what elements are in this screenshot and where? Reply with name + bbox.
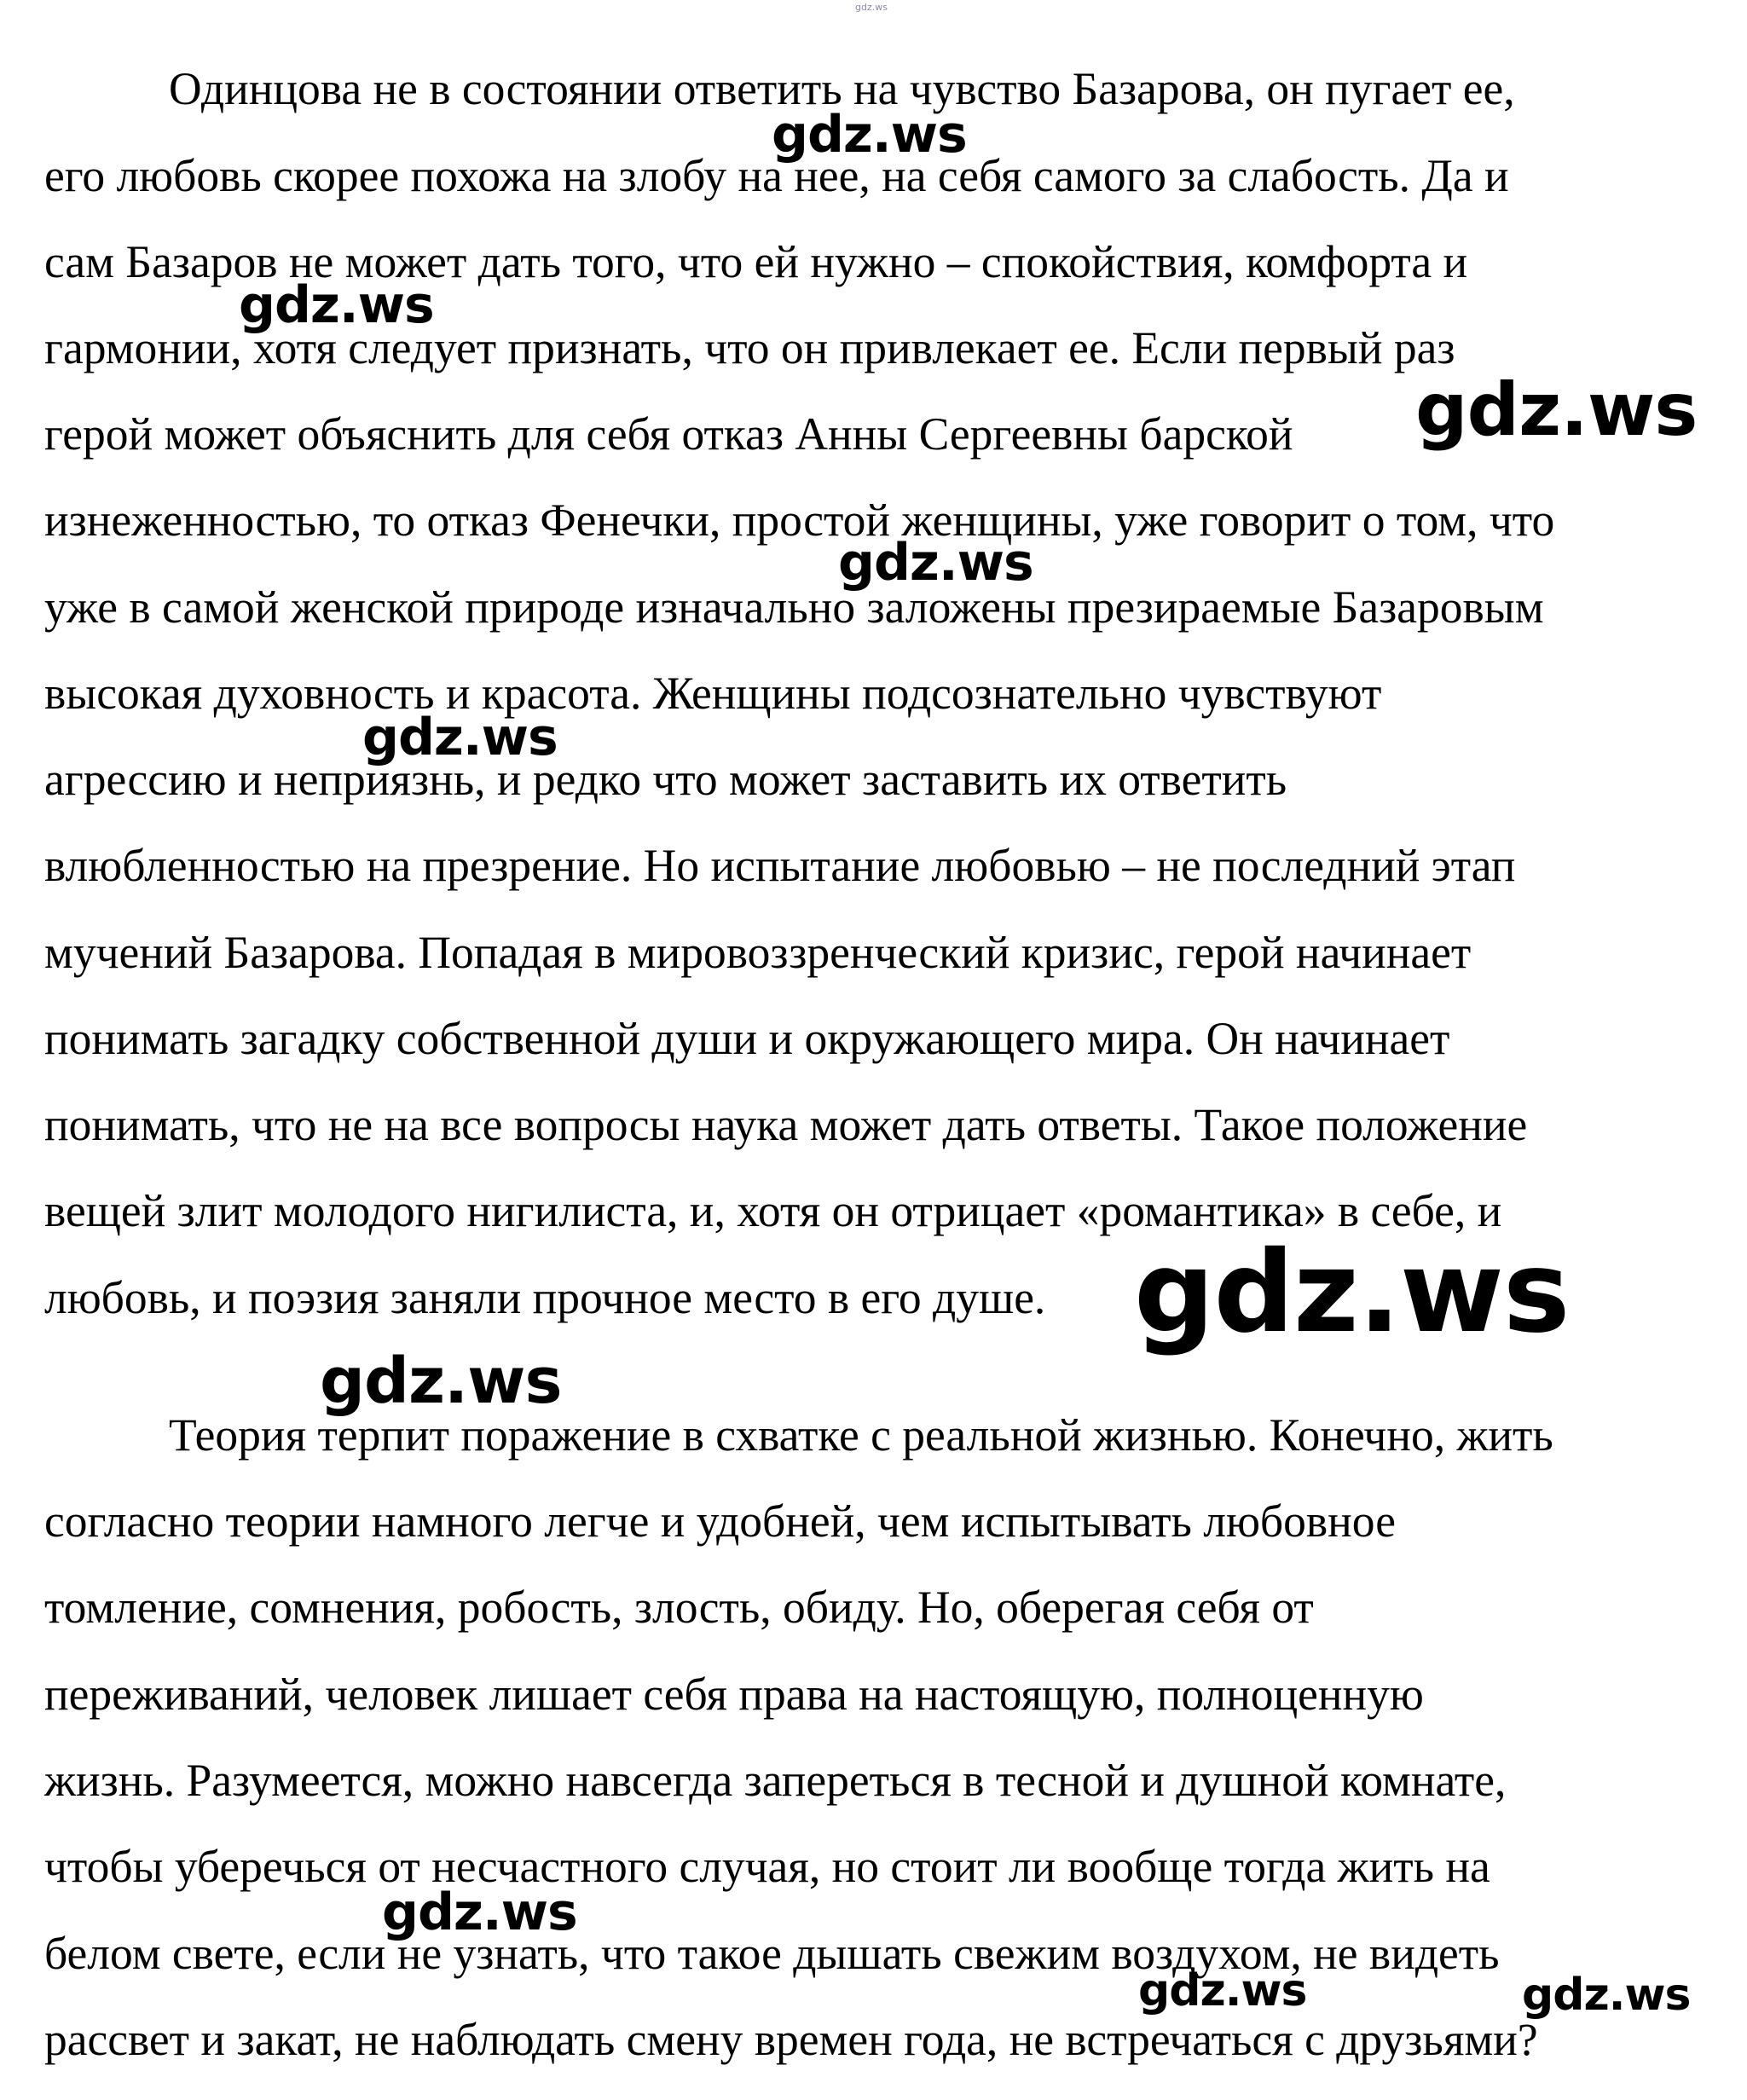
text-line: влюбленностью на презрение. Но испытание любовью – не последний этап xyxy=(44,840,1516,891)
watermark: gdz.ws xyxy=(382,1883,577,1942)
text-line: изнеженностью, то отказ Фенечки, простой женщины, уже говорит о том, что xyxy=(44,495,1555,546)
text-line: чтобы уберечься от несчастного случая, но стоит ли вообще тогда жить на xyxy=(44,1841,1490,1892)
text-line: герой может объяснить для себя отказ Анны Сергеевны барской xyxy=(44,408,1293,460)
text-line: любовь, и поэзия заняли прочное место в его душе. xyxy=(44,1272,1046,1323)
text-line: вещей злит молодого нигилиста, и, хотя он отрицает «романтика» в себе, и xyxy=(44,1185,1502,1236)
watermark: gdz.ws xyxy=(320,1345,562,1418)
watermark: gdz.ws xyxy=(855,2,888,13)
text-line: уже в самой женской природе изначально заложены презираемые Базаровым xyxy=(44,581,1544,633)
watermark: gdz.ws xyxy=(362,708,558,767)
text-line: мучений Базарова. Попадая в мировоззренческий кризис, герой начинает xyxy=(44,927,1472,978)
watermark: gdz.ws xyxy=(239,275,434,335)
text-line: его любовь скорее похожа на злобу на нее, на себя самого за слабость. Да и xyxy=(44,150,1509,201)
text-line: жизнь. Разумеется, можно навсегда запереться в тесной и душной комнате, xyxy=(44,1755,1507,1806)
text-line: согласно теории намного легче и удобней, чем испытывать любовное xyxy=(44,1495,1396,1547)
watermark: gdz.ws xyxy=(1415,367,1698,453)
text-line: понимать, что не на все вопросы наука может дать ответы. Такое положение xyxy=(44,1099,1528,1150)
watermark: gdz.ws xyxy=(1134,1227,1570,1358)
text-line: Одинцова не в состоянии ответить на чувство Базарова, он пугает ее, xyxy=(169,63,1515,114)
watermark: gdz.ws xyxy=(1138,1965,1307,2016)
text-line: рассвет и закат, не наблюдать смену времен года, не встречаться с друзьями? xyxy=(44,2014,1538,2065)
text-line: высокая духовность и красота. Женщины подсознательно чувствуют xyxy=(44,668,1382,719)
text-line: сам Базаров не может дать того, что ей нужно – спокойствия, комфорта и xyxy=(44,236,1468,287)
text-line: томление, сомнения, робость, злость, обиду. Но, оберегая себя от xyxy=(44,1582,1314,1633)
watermark: gdz.ws xyxy=(838,533,1033,593)
text-line: белом свете, если не узнать, что такое дышать свежим воздухом, не видеть xyxy=(44,1928,1500,1979)
watermark: gdz.ws xyxy=(772,105,967,165)
text-line: гармонии, хотя следует признать, что он привлекает ее. Если первый раз xyxy=(44,322,1455,373)
text-line: агрессию и неприязнь, и редко что может заставить их ответить xyxy=(44,754,1287,805)
text-line: переживаний, человек лишает себя права на настоящую, полноценную xyxy=(44,1669,1424,1720)
text-line: понимать загадку собственной души и окружающего мира. Он начинает xyxy=(44,1013,1450,1064)
watermark: gdz.ws xyxy=(1522,1970,1691,2021)
text-line: Теория терпит поражение в схватке с реальной жизнью. Конечно, жить xyxy=(169,1409,1553,1461)
